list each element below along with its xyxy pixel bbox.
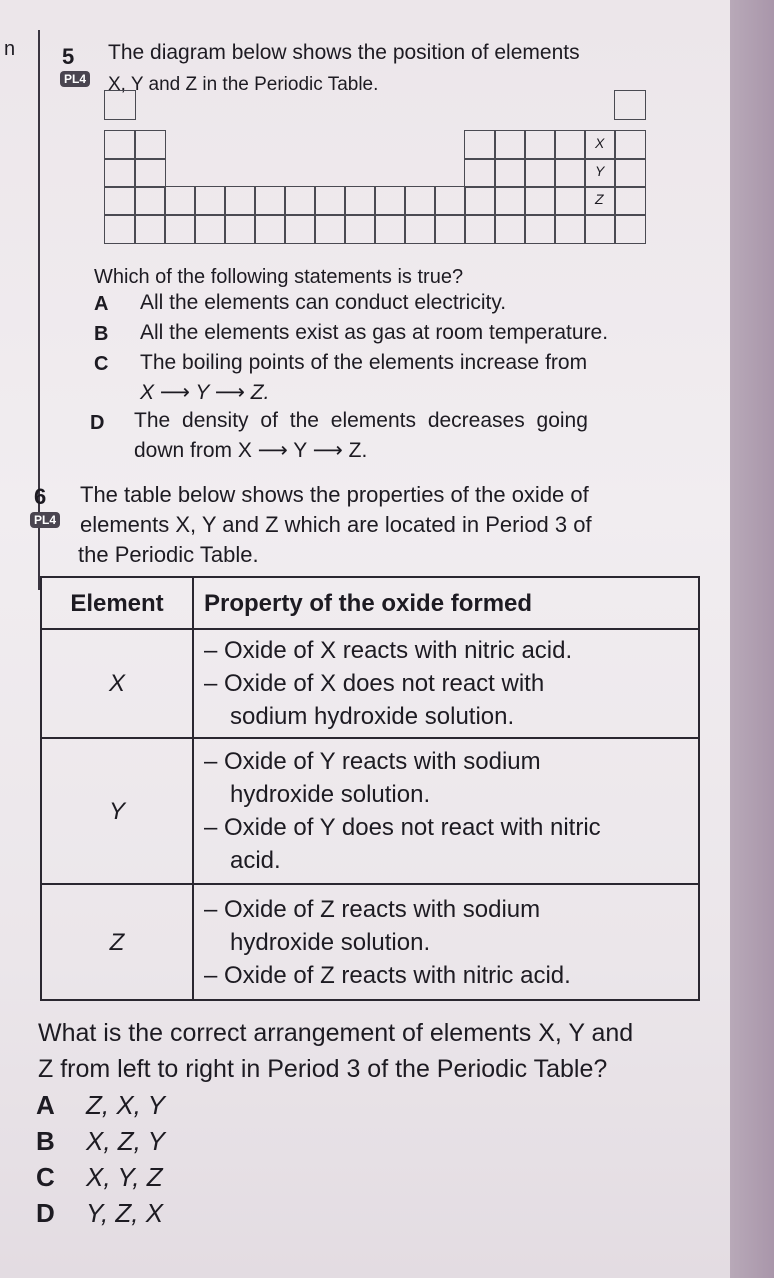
q5-option-d-text[interactable]: The density of the elements decreases going — [134, 409, 588, 432]
periodic-cell — [464, 186, 496, 216]
element-cell: Z — [41, 884, 193, 1000]
property-line: acid. — [230, 847, 281, 874]
property-line: – Oxide of Y does not react with nitric — [204, 814, 601, 841]
periodic-cell — [464, 158, 496, 188]
q6-stem-line3: the Periodic Table. — [78, 542, 259, 567]
property-line: – Oxide of Z reacts with nitric acid. — [204, 961, 571, 989]
periodic-cell — [494, 158, 526, 188]
element-label-y: Y — [595, 163, 605, 179]
q5-pl-badge: PL4 — [60, 71, 90, 87]
q5-stem-line2: X, Y and Z in the Periodic Table. — [108, 74, 379, 95]
periodic-cell — [494, 186, 526, 216]
property-cell — [193, 738, 699, 884]
periodic-cell — [524, 214, 556, 244]
q5-question: Which of the following statements is true? — [94, 266, 464, 288]
q6-option-d-text: Y, Z, X — [86, 1198, 164, 1228]
page-edge-char: n — [4, 38, 16, 60]
periodic-cell — [404, 186, 436, 216]
periodic-cell — [104, 214, 136, 244]
periodic-cell — [134, 158, 166, 188]
periodic-cell — [104, 186, 136, 216]
element-cell: Y — [41, 738, 193, 884]
periodic-cell — [374, 214, 406, 244]
element-label-z: Z — [595, 191, 604, 207]
q5-option-d-letter: D — [90, 412, 105, 434]
periodic-cell — [254, 186, 286, 216]
q5-stem-line1: The diagram below shows the position of elements — [108, 41, 580, 64]
periodic-cell — [494, 214, 526, 244]
periodic-cell — [374, 186, 406, 216]
periodic-cell — [554, 130, 586, 160]
table-row — [41, 738, 699, 884]
property-line: – Oxide of Z reacts with sodium — [204, 895, 541, 923]
periodic-cell — [434, 214, 466, 244]
periodic-cell — [584, 214, 616, 244]
q6-question-line1: What is the correct arrangement of elements X, Y and — [38, 1019, 634, 1047]
periodic-cell — [134, 130, 166, 160]
element-label-x: X — [595, 135, 605, 151]
periodic-cell — [554, 158, 586, 188]
periodic-cell — [524, 186, 556, 216]
periodic-cell — [464, 214, 496, 244]
table-row — [41, 884, 699, 1000]
property-line: – Oxide of X does not react with — [204, 670, 545, 697]
property-cell — [193, 629, 699, 738]
q6-option-d-letter: D — [36, 1198, 55, 1228]
q6-option-a[interactable] — [36, 1090, 165, 1121]
periodic-cell — [194, 214, 226, 244]
q5-number: 5 — [62, 44, 75, 69]
property-line: sodium hydroxide solution. — [230, 703, 515, 730]
q6-option-a-text: Z, X, Y — [86, 1090, 165, 1120]
periodic-cell — [614, 158, 646, 188]
periodic-cell — [314, 186, 346, 216]
periodic-cell — [434, 186, 466, 216]
periodic-cell — [104, 130, 136, 160]
q5-option-b-text[interactable]: All the elements exist as gas at room temperature. — [140, 321, 609, 344]
q6-option-a-letter: A — [36, 1090, 55, 1120]
periodic-cell — [254, 214, 286, 244]
q5-option-c-text[interactable]: The boiling points of the elements increase from — [140, 351, 588, 374]
periodic-cell — [164, 186, 196, 216]
q5-option-c-letter: C — [94, 353, 109, 375]
periodic-cell — [614, 130, 646, 160]
periodic-cell — [284, 214, 316, 244]
periodic-cell — [224, 186, 256, 216]
periodic-cell — [134, 214, 166, 244]
periodic-cell — [614, 214, 646, 244]
periodic-cell — [524, 130, 556, 160]
periodic-cell — [494, 130, 526, 160]
q6-question-line2: Z from left to right in Period 3 of the Periodic Table? — [38, 1055, 608, 1083]
periodic-cell — [284, 186, 316, 216]
q5-option-d-text2: down from X ⟶ Y ⟶ Z. — [134, 439, 368, 462]
periodic-cell — [134, 186, 166, 216]
header-element: Element — [41, 577, 193, 629]
periodic-cell — [224, 214, 256, 244]
periodic-cell — [614, 90, 646, 120]
periodic-cell — [614, 186, 646, 216]
periodic-cell — [104, 90, 136, 120]
periodic-cell — [554, 186, 586, 216]
periodic-cell — [464, 130, 496, 160]
property-line: hydroxide solution. — [230, 781, 431, 808]
periodic-cell — [314, 214, 346, 244]
header-property: Property of the oxide formed — [193, 577, 699, 629]
periodic-cell — [404, 214, 436, 244]
table-row — [41, 629, 699, 738]
element-cell: X — [41, 629, 193, 738]
q6-option-b-letter: B — [36, 1126, 55, 1156]
q6-option-d[interactable] — [36, 1198, 163, 1229]
q6-option-c[interactable] — [36, 1162, 163, 1193]
q5-option-c-text2: X ⟶ Y ⟶ Z. — [140, 381, 270, 404]
q6-option-b-text: X, Z, Y — [86, 1126, 165, 1156]
periodic-cell — [554, 214, 586, 244]
periodic-cell — [524, 158, 556, 188]
q5-option-a-text[interactable]: All the elements can conduct electricity. — [140, 291, 507, 314]
q6-stem-line1: The table below shows the properties of the oxide of — [80, 482, 589, 507]
property-line: – Oxide of Y reacts with sodium — [204, 748, 541, 775]
periodic-cell — [344, 214, 376, 244]
periodic-cell — [104, 158, 136, 188]
q5-option-b-letter: B — [94, 323, 109, 345]
q6-option-b[interactable] — [36, 1126, 165, 1157]
table-header-row — [41, 577, 699, 629]
periodic-cell — [194, 186, 226, 216]
oxide-properties-table — [40, 576, 700, 1001]
q6-number: 6 — [34, 484, 47, 509]
q6-pl-badge: PL4 — [30, 512, 60, 528]
q6-option-c-text: X, Y, Z — [86, 1162, 163, 1192]
periodic-cell — [344, 186, 376, 216]
property-line: hydroxide solution. — [230, 928, 431, 956]
property-line: – Oxide of X reacts with nitric acid. — [204, 637, 573, 664]
periodic-cell — [164, 214, 196, 244]
property-cell — [193, 884, 699, 1000]
q6-stem-line2: elements X, Y and Z which are located in Period 3 of — [80, 512, 592, 537]
q6-option-c-letter: C — [36, 1162, 55, 1192]
page-shadow — [730, 0, 774, 1278]
q5-option-a-letter: A — [94, 293, 109, 315]
